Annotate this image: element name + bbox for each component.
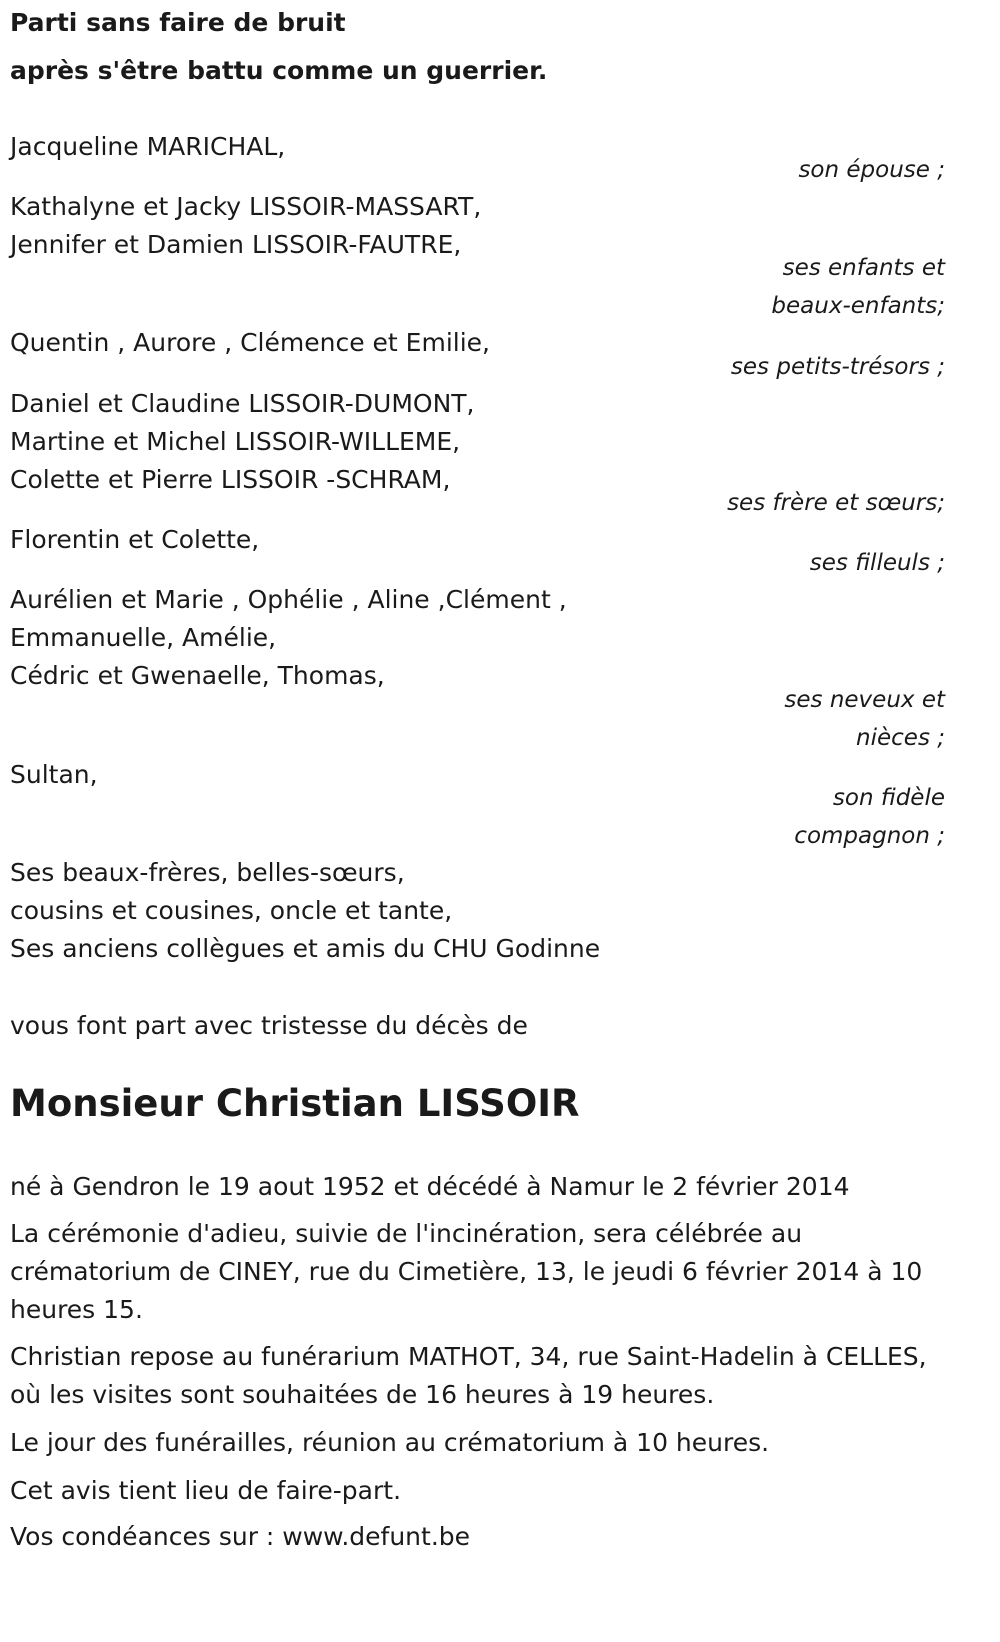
announcement: vous font part avec tristesse du décès de [10, 1011, 528, 1040]
family-line: Daniel et Claudine LISSOIR-DUMONT, [10, 389, 475, 418]
funeral-line: Le jour des funérailles, réunion au crématorium à 10 heures. [10, 1428, 770, 1457]
family-line: Colette et Pierre LISSOIR -SCHRAM, [10, 465, 451, 494]
family-line: Jacqueline MARICHAL, [10, 132, 286, 161]
family-line: Florentin et Colette, [10, 525, 260, 554]
family-line: Martine et Michel LISSOIR-WILLEME, [10, 427, 461, 456]
relation-label: ses neveux et [784, 687, 945, 713]
relation-label: ses filleuls ; [809, 550, 945, 576]
rest-line: où les visites sont souhaitées de 16 heures à 19 heures. [10, 1380, 715, 1409]
family-line: Quentin , Aurore , Clémence et Emilie, [10, 328, 490, 357]
relation-label: nièces ; [856, 725, 945, 751]
relation-label: beaux-enfants; [771, 293, 945, 319]
family-line: Sultan, [10, 760, 98, 789]
header-line-2: après s'être battu comme un guerrier. [10, 56, 548, 85]
notice-line: Cet avis tient lieu de faire-part. [10, 1476, 402, 1505]
family-line: Cédric et Gwenaelle, Thomas, [10, 661, 385, 690]
family-line: Kathalyne et Jacky LISSOIR-MASSART, [10, 192, 482, 221]
family-line: Jennifer et Damien LISSOIR-FAUTRE, [10, 230, 462, 259]
ceremony-line: La cérémonie d'adieu, suivie de l'incinération, sera célébrée au [10, 1219, 803, 1248]
deceased-name: Monsieur Christian LISSOIR [10, 1082, 580, 1125]
family-line: Aurélien et Marie , Ophélie , Aline ,Clément , [10, 585, 567, 614]
family-line: cousins et cousines, oncle et tante, [10, 896, 453, 925]
relation-label: ses enfants et [782, 255, 945, 281]
rest-line: Christian repose au funérarium MATHOT, 34, rue Saint-Hadelin à CELLES, [10, 1342, 927, 1371]
relation-label: compagnon ; [794, 823, 945, 849]
family-line: Emmanuelle, Amélie, [10, 623, 277, 652]
relation-label: ses frère et sœurs; [727, 490, 945, 516]
condolences-line: Vos condéances sur : www.defunt.be [10, 1522, 471, 1551]
relation-label: son fidèle [832, 785, 945, 811]
header-line-1: Parti sans faire de bruit [10, 8, 346, 37]
ceremony-line: heures 15. [10, 1295, 143, 1324]
relation-label: son épouse ; [798, 157, 945, 183]
birth-death-line: né à Gendron le 19 aout 1952 et décédé à Namur le 2 février 2014 [10, 1172, 850, 1201]
family-line: Ses beaux-frères, belles-sœurs, [10, 858, 405, 887]
ceremony-line: crématorium de CINEY, rue du Cimetière, 13, le jeudi 6 février 2014 à 10 [10, 1257, 923, 1286]
family-line: Ses anciens collègues et amis du CHU Godinne [10, 934, 601, 963]
relation-label: ses petits-trésors ; [730, 354, 945, 380]
